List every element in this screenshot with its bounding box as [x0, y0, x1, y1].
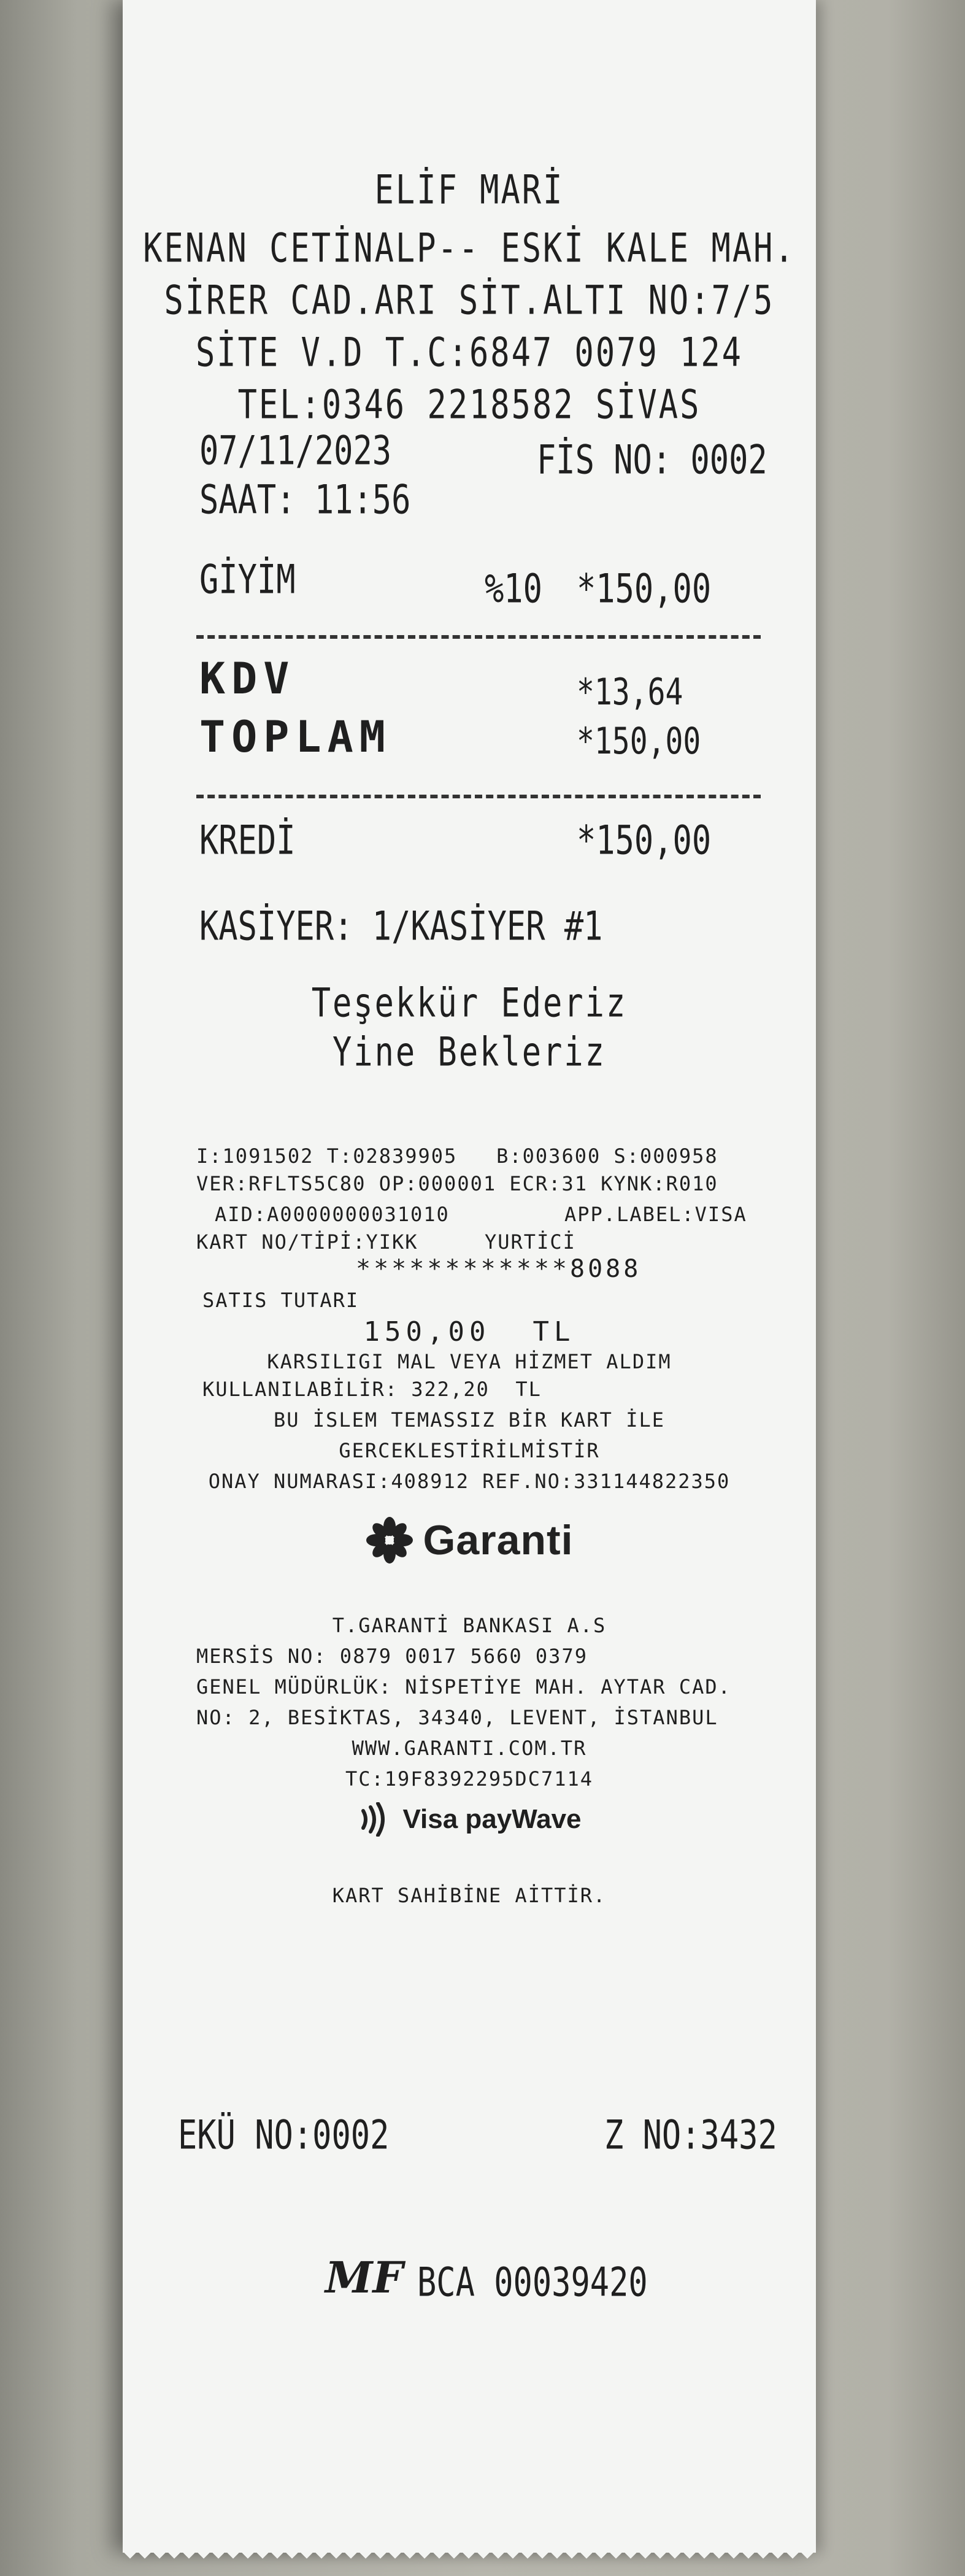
- pos-version-line: VER:RFLTS5C80 OP:000001 ECR:31 KYNK:R010: [196, 1172, 718, 1195]
- merchant-tax-id: SİTE V.D T.C:6847 0079 124: [196, 330, 743, 376]
- bank-website: WWW.GARANTI.COM.TR: [352, 1737, 587, 1760]
- pos-app-label: APP.LABEL:VISA: [564, 1203, 747, 1226]
- z-number: Z NO:3432: [604, 2112, 777, 2159]
- merchant-name: ELİF MARİ: [374, 167, 564, 214]
- receipt-number: FİS NO: 0002: [537, 437, 767, 484]
- device-serial: BCA 00039420: [417, 2259, 648, 2306]
- bank-hq-line-2: NO: 2, BESİKTAS, 34340, LEVENT, İSTANBUL: [196, 1706, 718, 1729]
- bank-name: T.GARANTİ BANKASI A.S: [332, 1614, 607, 1637]
- eku-number: EKÜ NO:0002: [178, 2112, 390, 2159]
- garanti-logo: [123, 1510, 816, 1571]
- bank-hq-line-1: GENEL MÜDÜRLÜK: NİSPETİYE MAH. AYTAR CAD.: [196, 1675, 731, 1699]
- contactless-icon: [357, 1802, 394, 1837]
- merchant-address-2: SİRER CAD.ARI SİT.ALTI NO:7/5: [164, 277, 775, 324]
- contactless-note-2: GERCEKLESTİRİLMİSTİR: [339, 1439, 600, 1462]
- payment-label: KREDİ: [199, 817, 296, 864]
- sale-amount-label: SATIS TUTARI: [202, 1289, 359, 1312]
- kdv-value: *13,64: [577, 671, 683, 714]
- clover-icon: [365, 1516, 414, 1565]
- cardholder-copy: KART SAHİBİNE AİTTİR.: [332, 1884, 607, 1907]
- visa-paywave-logo: [123, 1798, 816, 1841]
- total-label: TOPLAM: [199, 712, 391, 762]
- item-name: GİYİM: [199, 557, 296, 603]
- approval-ref: ONAY NUMARASI:408912 REF.NO:331144822350: [208, 1470, 731, 1493]
- separator-2: [196, 795, 761, 798]
- receipt-date: 07/11/2023: [199, 428, 392, 474]
- card-type: KART NO/TİPİ:YIKK: [196, 1230, 418, 1254]
- item-vat: %10: [485, 566, 542, 612]
- sale-amount: 150,00 TL: [363, 1316, 575, 1348]
- merchant-phone: TEL:0346 2218582 SİVAS: [237, 382, 701, 428]
- separator-1: [196, 635, 761, 639]
- payment-value: *150,00: [577, 817, 712, 864]
- masked-card-number: ************8088: [356, 1255, 642, 1283]
- cashier: KASİYER: 1/KASİYER #1: [199, 903, 603, 950]
- pos-terminal-line: I:1091502 T:02839905 B:003600 S:000958: [196, 1144, 718, 1168]
- receipt-paper: [123, 0, 816, 2553]
- bank-mersis: MERSİS NO: 0879 0017 5660 0379: [196, 1645, 588, 1668]
- usable-limit: KULLANILABİLİR: 322,20 TL: [202, 1378, 542, 1401]
- receipt-time: SAAT: 11:56: [199, 477, 411, 523]
- thanks-line-2: Yine Bekleriz: [333, 1029, 606, 1076]
- thanks-line-1: Teşekkür Ederiz: [311, 980, 628, 1027]
- bank-logo-text: Garanti: [423, 1517, 574, 1564]
- kdv-label: KDV: [199, 654, 296, 704]
- paywave-text: Visa payWave: [402, 1804, 582, 1834]
- transaction-tc: TC:19F8392295DC7114: [345, 1767, 594, 1791]
- item-price: *150,00: [577, 566, 712, 612]
- merchant-address-1: KENAN CETİNALP-- ESKİ KALE MAH.: [143, 225, 796, 272]
- pos-aid: AID:A0000000031010: [215, 1203, 450, 1226]
- contactless-note-1: BU İSLEM TEMASSIZ BİR KART İLE: [274, 1408, 665, 1432]
- card-domestic: YURTİCİ: [485, 1230, 576, 1254]
- goods-received: KARSILIGI MAL VEYA HİZMET ALDIM: [267, 1350, 672, 1373]
- mf-mark: MF: [325, 2252, 404, 2303]
- total-value: *150,00: [577, 720, 701, 763]
